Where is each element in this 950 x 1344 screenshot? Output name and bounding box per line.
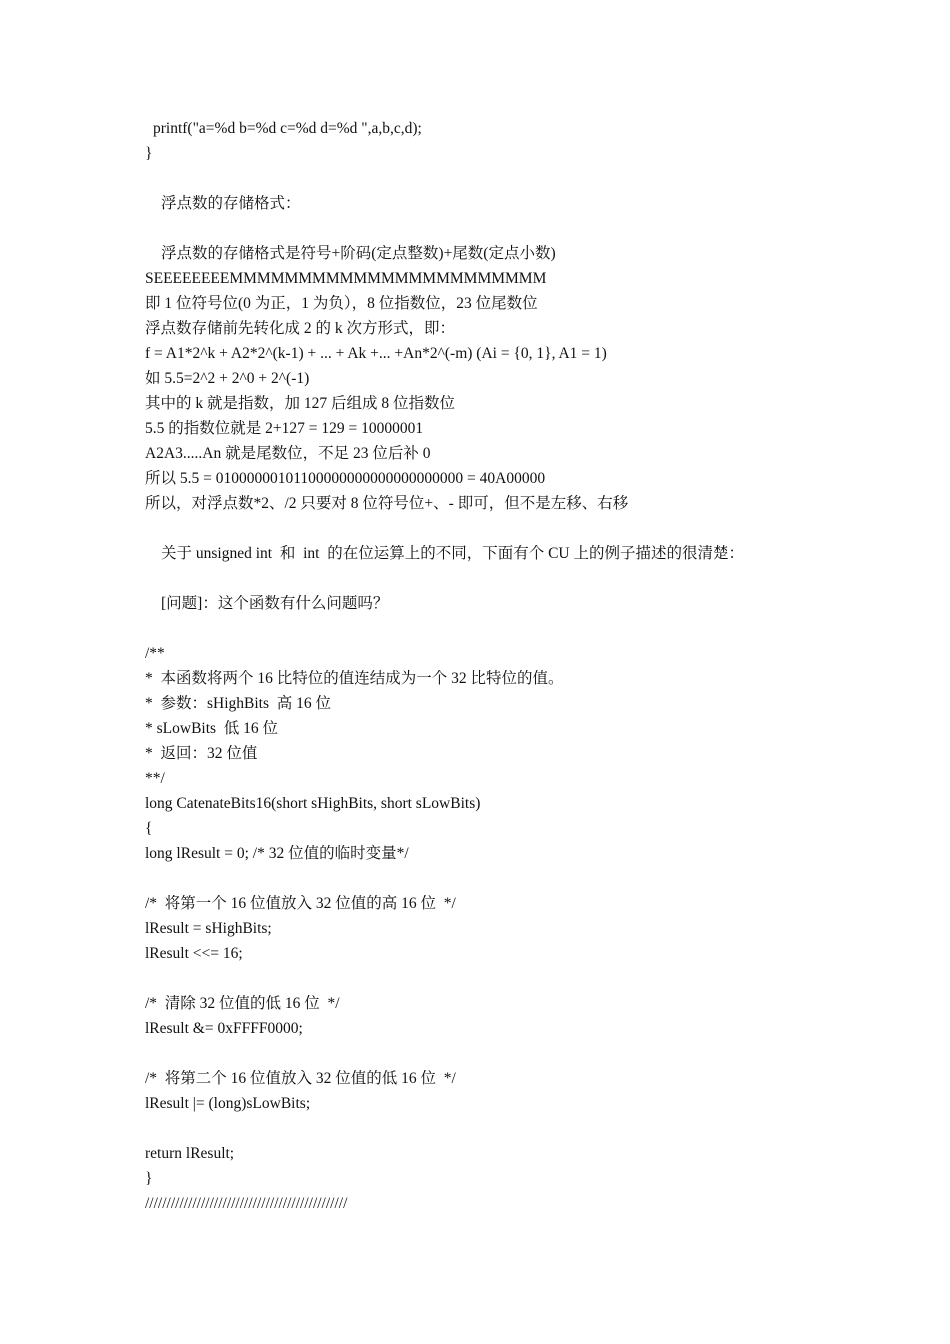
code-line: lResult = sHighBits; — [145, 920, 272, 937]
formula-line: f = A1*2^k + A2*2^(k-1) + ... + Ak +... +An*2^(-m) (Ai = {0, 1}, A1 = 1) — [145, 345, 607, 362]
blank-line — [145, 866, 905, 891]
text-line: 即 1 位符号位(0 为正，1 为负），8 位指数位，23 位尾数位 — [145, 295, 538, 312]
document-body — [145, 116, 905, 1216]
code-line: * sLowBits 低 16 位 — [145, 720, 279, 737]
text-line: 所以，对浮点数*2、/2 只要对 8 位符号位+、- 即可，但不是左移、右移 — [145, 495, 629, 512]
code-line: return lResult; — [145, 1145, 235, 1162]
separator-line: /////////////////////////////////////////////// — [145, 1195, 348, 1212]
text-line: 其中的 k 就是指数，加 127 后组成 8 位指数位 — [145, 395, 456, 412]
blank-line — [145, 216, 905, 241]
code-line: /* 将第一个 16 位值放入 32 位值的高 16 位 */ — [145, 895, 456, 912]
code-line: { — [145, 820, 153, 837]
code-line: * 参数：sHighBits 高 16 位 — [145, 695, 332, 712]
code-line: **/ — [145, 770, 165, 787]
text-line: 所以 5.5 = 01000000101100000000000000000000 = 40A00000 — [145, 470, 546, 487]
blank-line — [145, 1041, 905, 1066]
code-line: /* 清除 32 位值的低 16 位 */ — [145, 995, 340, 1012]
blank-line — [145, 566, 905, 591]
code-line: lResult &= 0xFFFF0000; — [145, 1020, 303, 1037]
blank-line — [145, 1116, 905, 1141]
blank-line — [145, 516, 905, 541]
text-line: 5.5 的指数位就是 2+127 = 129 = 10000001 — [145, 420, 424, 437]
code-line: /** — [145, 645, 165, 662]
text-line: A2A3.....An 就是尾数位，不足 23 位后补 0 — [145, 445, 431, 462]
text-line: 关于 unsigned int 和 int 的在位运算上的不同，下面有个 CU 上的例子描述的很清楚： — [161, 545, 744, 562]
question-line: [问题]：这个函数有什么问题吗？ — [161, 595, 389, 612]
code-line: long CatenateBits16(short sHighBits, short sLowBits) — [145, 795, 481, 812]
text-line: 浮点数的存储格式是符号+阶码(定点整数)+尾数(定点小数) — [161, 245, 556, 262]
text-line: 如 5.5=2^2 + 2^0 + 2^(-1) — [145, 370, 310, 387]
blank-line — [145, 166, 905, 191]
code-line: lResult |= (long)sLowBits; — [145, 1095, 311, 1112]
code-line: * 返回：32 位值 — [145, 745, 258, 762]
text-line: } — [145, 145, 153, 162]
blank-line — [145, 616, 905, 641]
code-line: lResult <<= 16; — [145, 945, 243, 962]
code-line: long lResult = 0; /* 32 位值的临时变量*/ — [145, 845, 409, 862]
text-line: SEEEEEEEEMMMMMMMMMMMMMMMMMMMMMMM — [145, 270, 547, 287]
blank-line — [145, 966, 905, 991]
text-line: printf("a=%d b=%d c=%d d=%d ",a,b,c,d); — [153, 120, 422, 137]
text-line: 浮点数存储前先转化成 2 的 k 次方形式，即： — [145, 320, 456, 337]
code-line: * 本函数将两个 16 比特位的值连结成为一个 32 比特位的值。 — [145, 670, 564, 687]
section-heading: 浮点数的存储格式： — [161, 195, 301, 212]
code-line: /* 将第二个 16 位值放入 32 位值的低 16 位 */ — [145, 1070, 456, 1087]
code-line: } — [145, 1170, 153, 1187]
